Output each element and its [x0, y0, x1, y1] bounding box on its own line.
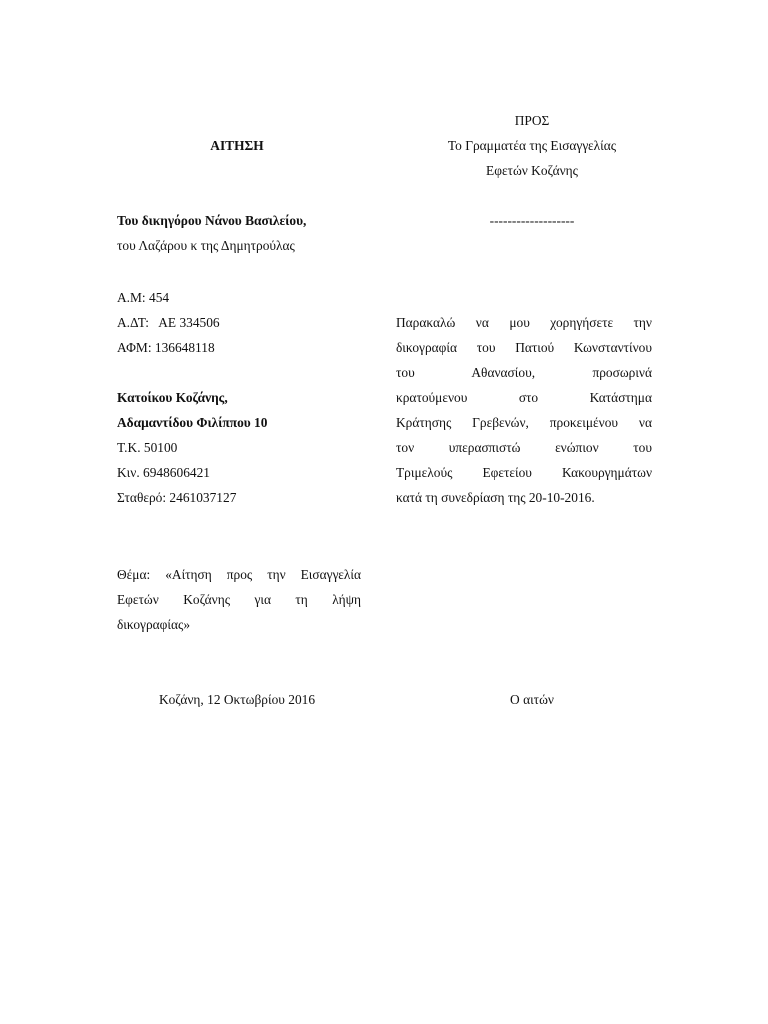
subject-line: Θέμα: «Αίτηση προς την Εισαγγελία — [117, 567, 361, 582]
request-line: δικογραφία του Πατιού Κωνσταντίνου — [396, 340, 652, 355]
request-line: Τριμελούς Εφετείου Κακουργημάτων — [396, 465, 652, 480]
pros-label: ΠΡΟΣ — [514, 113, 550, 128]
signatory-label: Ο αιτών — [510, 692, 554, 707]
recipient-line-1: Το Γραμματέα της Εισαγγελίας — [447, 138, 617, 153]
applicant-adt: Α.ΔΤ: ΑΕ 334506 — [117, 315, 220, 330]
recipient-line-2: Εφετών Κοζάνης — [486, 163, 578, 178]
request-line: κρατούμενου στο Κατάστημα — [396, 390, 652, 405]
subject-line: Εφετών Κοζάνης για τη λήψη — [117, 592, 361, 607]
mobile-phone: Κιν. 6948606421 — [117, 465, 210, 480]
separator-dashes: ------------------- — [489, 213, 575, 228]
request-line: Κράτησης Γρεβενών, προκειμένου να — [396, 415, 652, 430]
document-title: ΑΙΤΗΣΗ — [210, 138, 264, 153]
request-last-line: κατά τη συνεδρίαση της 20-10-2016. — [396, 490, 595, 505]
applicant-afm: ΑΦΜ: 136648118 — [117, 340, 215, 355]
residence-line-2: Αδαμαντίδου Φιλίππου 10 — [117, 415, 268, 430]
request-line: Παρακαλώ να μου χορηγήσετε την — [396, 315, 652, 330]
applicant-name: Του δικηγόρου Νάνου Βασιλείου, — [117, 213, 307, 228]
applicant-am: Α.Μ: 454 — [117, 290, 170, 305]
postal-code: Τ.Κ. 50100 — [117, 440, 178, 455]
landline-phone: Σταθερό: 2461037127 — [117, 490, 237, 505]
request-line: τον υπερασπιστώ ενώπιον του — [396, 440, 652, 455]
request-line: του Αθανασίου, προσωρινά — [396, 365, 652, 380]
residence-line-1: Κατοίκου Κοζάνης, — [117, 390, 228, 405]
applicant-parents: του Λαζάρου κ της Δημητρούλας — [117, 238, 295, 253]
place-and-date: Κοζάνη, 12 Οκτωβρίου 2016 — [158, 692, 316, 707]
subject-last-line: δικογραφίας» — [117, 617, 191, 632]
